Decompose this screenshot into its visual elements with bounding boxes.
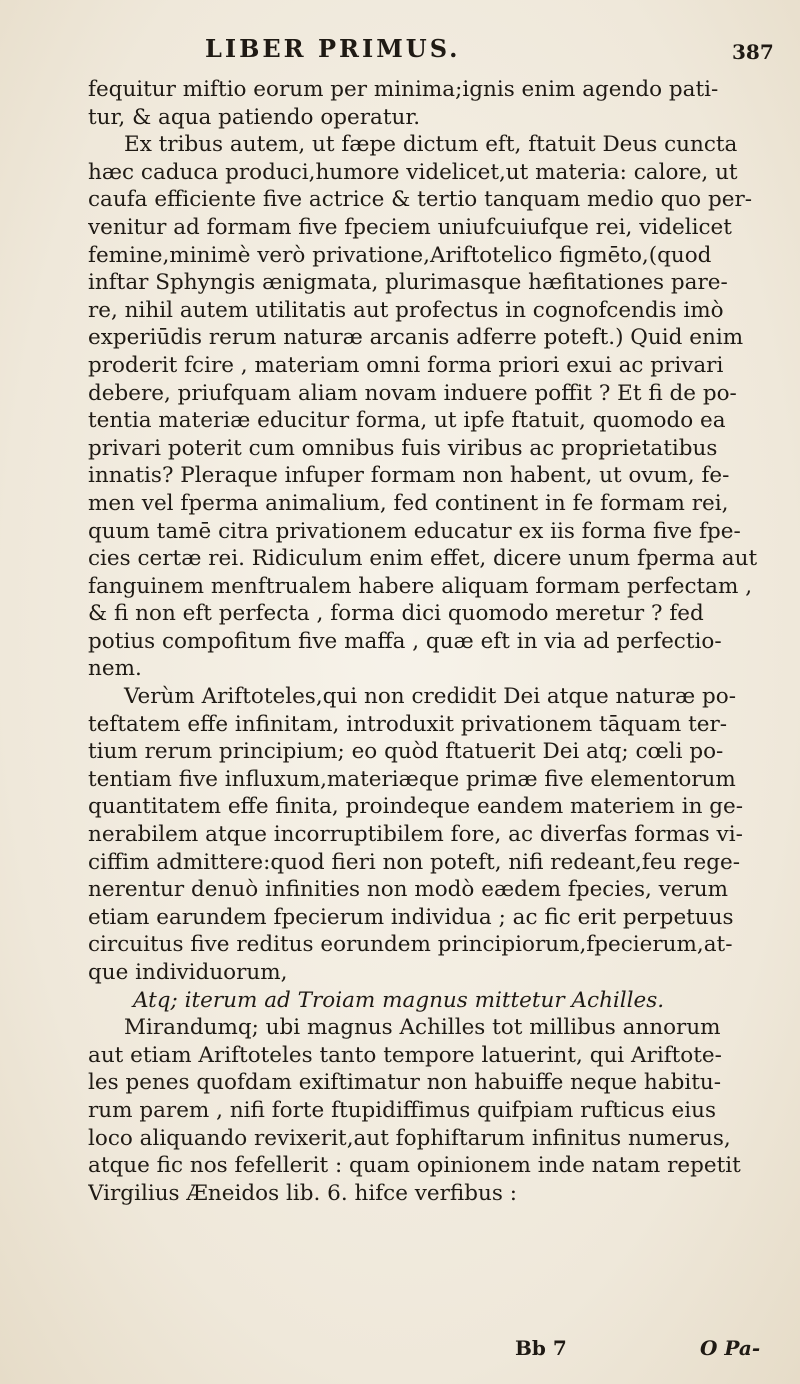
page-header bbox=[0, 34, 800, 74]
text-line: rum parem , nifi forte ftupidiffimus quifpiam rufticus eius bbox=[88, 1097, 717, 1123]
text-line: nerabilem atque incorruptibilem fore, ac diverfas formas vi- bbox=[88, 822, 743, 848]
signature-mark: Bb 7 bbox=[515, 1336, 567, 1360]
text-line: men vel fperma animalium, fed continent in fe formam rei, bbox=[88, 490, 729, 516]
text-line: que individuorum, bbox=[88, 960, 288, 985]
text-line: Mirandumq; ubi magnus Achilles tot millibus annorum bbox=[124, 1015, 721, 1041]
verse-line: Atq; iterum ad Troiam magnus mittetur Achilles. bbox=[133, 987, 665, 1013]
catchword: O Pa- bbox=[700, 1336, 761, 1360]
text-line: Verùm Ariftoteles,qui non credidit Dei atque naturæ po- bbox=[124, 684, 737, 710]
text-line: circuitus five reditus eorundem principiorum,fpecierum,at- bbox=[88, 932, 733, 958]
text-line: Virgilius Æneidos lib. 6. hifce verfibus : bbox=[88, 1180, 517, 1206]
text-line: tium rerum principium; eo quòd ftatuerit Dei atq; cœli po- bbox=[88, 739, 724, 765]
text-line: quantitatem effe finita, proindeque eandem materiem in ge- bbox=[88, 794, 744, 820]
body-text bbox=[88, 76, 778, 1207]
text-line: experiūdis rerum naturæ arcanis adferre poteft.) Quid enim bbox=[88, 325, 744, 351]
text-line: debere, priufquam aliam novam induere poffit ? Et fi de po- bbox=[88, 380, 737, 406]
text-line: ciffim admittere:quod fieri non poteft, nifi redeant,feu rege- bbox=[88, 849, 741, 875]
text-line: venitur ad formam five fpeciem uniufcuiufque rei, videlicet bbox=[88, 214, 732, 240]
text-line: privari poterit cum omnibus fuis viribus ac proprietatibus bbox=[88, 435, 718, 461]
text-line: nerentur denuò infinities non modò eædem fpecies, verum bbox=[88, 877, 729, 903]
text-line: les penes quofdam exiftimatur non habuiffe neque habitu- bbox=[88, 1070, 721, 1096]
text-line: cies certæ rei. Ridiculum enim effet, dicere unum fperma aut bbox=[88, 546, 758, 572]
text-line: proderit fcire , materiam omni forma priori exui ac privari bbox=[88, 352, 724, 378]
text-line: aut etiam Ariftoteles tanto tempore latuerint, qui Ariftote- bbox=[88, 1042, 722, 1068]
text-line: & fi non eft perfecta , forma dici quomodo meretur ? fed bbox=[88, 601, 704, 627]
text-line: atque fic nos fefellerit : quam opinionem inde natam repetit bbox=[88, 1153, 741, 1179]
text-line: teftatem effe infinitam, introduxit privationem tāquam ter- bbox=[88, 711, 728, 737]
text-line: loco aliquando revixerit,aut fophiftarum infinitus numerus, bbox=[88, 1125, 731, 1151]
text-line: hæc caduca produci,humore videlicet,ut materia: calore, ut bbox=[88, 159, 738, 185]
text-line: innatis? Pleraque infuper formam non habent, ut ovum, fe- bbox=[88, 463, 730, 489]
text-line: re, nihil autem utilitatis aut profectus in cognofcendis imò bbox=[88, 297, 724, 323]
text-line: tentia materiæ educitur forma, ut ipfe ftatuit, quomodo ea bbox=[88, 408, 726, 434]
text-line: tentiam five influxum,materiæque primæ five elementorum bbox=[88, 766, 736, 792]
text-line: tur, & aqua patiendo operatur. bbox=[88, 104, 421, 130]
text-line: Ex tribus autem, ut fæpe dictum eft, ftatuit Deus cuncta bbox=[124, 132, 738, 158]
text-line: potius compofitum five maffa , quæ eft in via ad perfectio- bbox=[88, 628, 722, 654]
running-title: LIBER PRIMUS. bbox=[205, 34, 461, 63]
page-number: 387 bbox=[732, 40, 774, 64]
text-line: inftar Sphyngis ænigmata, plurimasque hæfitationes pare- bbox=[88, 270, 728, 296]
text-line: etiam earundem fpecierum individua ; ac fic erit perpetuus bbox=[88, 904, 734, 930]
text-line: nem. bbox=[88, 656, 142, 682]
text-line: caufa efficiente five actrice & tertio tanquam medio quo per- bbox=[88, 187, 752, 213]
text-line: fequitur miftio eorum per minima;ignis enim agendo pati- bbox=[88, 77, 719, 102]
text-line: femine,minimè verò privatione,Ariftotelico figmēto,(quod bbox=[88, 242, 712, 268]
text-line: quum tamē citra privationem educatur ex iis forma five fpe- bbox=[88, 518, 741, 544]
text-line: fanguinem menftrualem habere aliquam formam perfectam , bbox=[88, 573, 753, 599]
page-footer bbox=[0, 1336, 800, 1366]
